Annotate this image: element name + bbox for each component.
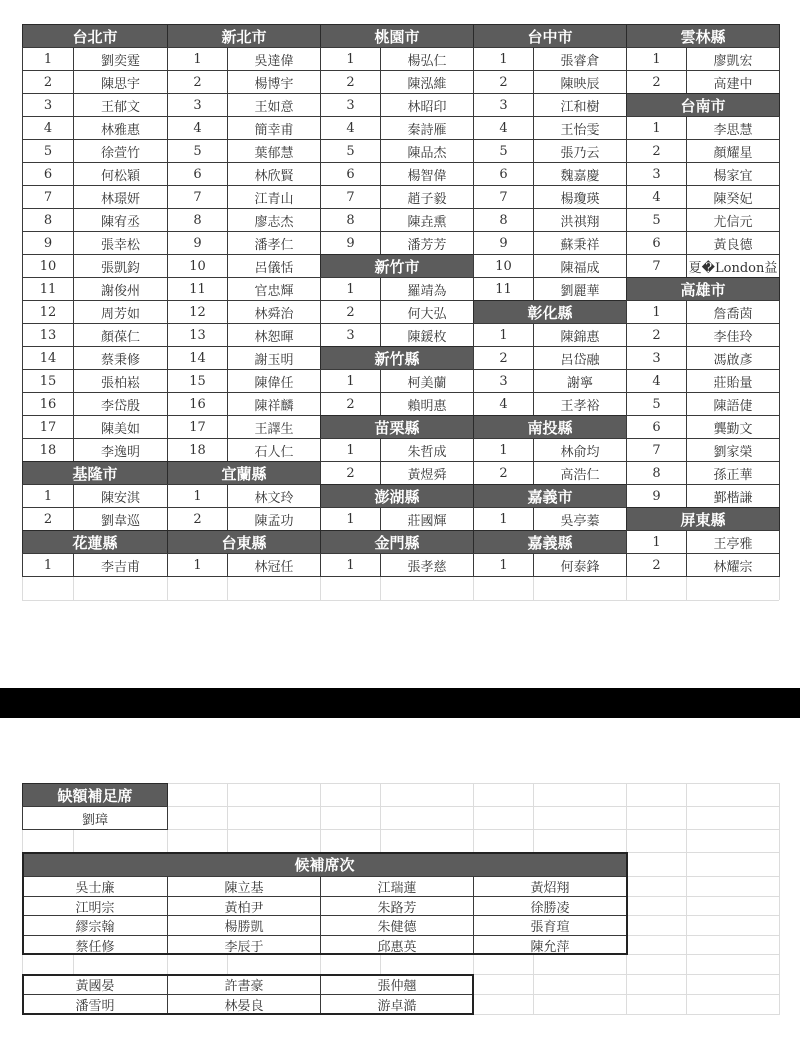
member-name[interactable]: 謝寧: [533, 369, 627, 393]
seat-number[interactable]: 1: [626, 47, 687, 71]
seat-number[interactable]: 3: [626, 162, 687, 186]
member-name[interactable]: 陳映辰: [533, 70, 627, 94]
member-name[interactable]: 龔勤文: [686, 415, 780, 439]
member-name[interactable]: 魏嘉慶: [533, 162, 627, 186]
member-name[interactable]: 林璟妍: [73, 185, 168, 209]
seat-number[interactable]: 1: [320, 507, 381, 531]
member-name[interactable]: 簡幸甫: [227, 116, 321, 140]
seat-number[interactable]: 11: [167, 277, 228, 301]
region-header[interactable]: 桃園市: [320, 24, 474, 48]
member-name[interactable]: 林舜治: [227, 300, 321, 324]
member-name[interactable]: 陳美如: [73, 415, 168, 439]
member-name[interactable]: 林冠任: [227, 553, 321, 577]
seat-number[interactable]: 4: [167, 116, 228, 140]
member-name[interactable]: 黃良德: [686, 231, 780, 255]
seat-number[interactable]: 5: [167, 139, 228, 163]
member-name[interactable]: 陳偉任: [227, 369, 321, 393]
alternate-name[interactable]: 陳允萍: [473, 935, 627, 955]
seat-number[interactable]: 18: [22, 438, 74, 462]
seat-number[interactable]: 10: [167, 254, 228, 278]
member-name[interactable]: 陳垚熏: [380, 208, 474, 232]
seat-number[interactable]: 9: [473, 231, 534, 255]
region-header[interactable]: 屏東縣: [626, 507, 780, 531]
member-name[interactable]: 潘芳芳: [380, 231, 474, 255]
region-header[interactable]: 基隆市: [22, 461, 168, 485]
member-name[interactable]: 秦詩雁: [380, 116, 474, 140]
member-name[interactable]: 尤信元: [686, 208, 780, 232]
alternate-name[interactable]: 許書豪: [167, 974, 321, 995]
seat-number[interactable]: 2: [473, 461, 534, 485]
member-name[interactable]: 陳福成: [533, 254, 627, 278]
seat-number[interactable]: 13: [167, 323, 228, 347]
gridline: [73, 576, 74, 600]
seat-number[interactable]: 2: [167, 507, 228, 531]
seat-number[interactable]: 15: [22, 369, 74, 393]
member-name[interactable]: 楊智偉: [380, 162, 474, 186]
member-name[interactable]: 廖志杰: [227, 208, 321, 232]
seat-number[interactable]: 6: [22, 162, 74, 186]
seat-number[interactable]: 3: [473, 369, 534, 393]
alternate-name[interactable]: 徐勝凌: [473, 896, 627, 916]
alternate-name[interactable]: 陳立基: [167, 876, 321, 897]
member-name[interactable]: 林俞均: [533, 438, 627, 462]
member-name[interactable]: 莊貽量: [686, 369, 780, 393]
member-name[interactable]: 潘孝仁: [227, 231, 321, 255]
member-name[interactable]: 張乃云: [533, 139, 627, 163]
seat-number[interactable]: 1: [626, 530, 687, 554]
seat-number[interactable]: 7: [320, 185, 381, 209]
vacancy-name[interactable]: 劉璋: [22, 806, 168, 830]
gridline: [473, 576, 474, 600]
member-name[interactable]: 張幸松: [73, 231, 168, 255]
alternate-name[interactable]: 楊勝凱: [167, 915, 321, 936]
member-name[interactable]: 鄞楷謙: [686, 484, 780, 508]
seat-number[interactable]: 11: [473, 277, 534, 301]
alternate-name[interactable]: 蔡任修: [22, 935, 168, 955]
member-name[interactable]: 陳孟功: [227, 507, 321, 531]
member-name[interactable]: 張凱鈞: [73, 254, 168, 278]
alternate-name[interactable]: 朱路芳: [320, 896, 474, 916]
member-name[interactable]: 陳宥丞: [73, 208, 168, 232]
member-name[interactable]: 朱哲成: [380, 438, 474, 462]
region-header[interactable]: 台南市: [626, 93, 780, 117]
member-name[interactable]: 羅靖為: [380, 277, 474, 301]
seat-number[interactable]: 3: [626, 346, 687, 370]
member-name[interactable]: 楊瓊瑛: [533, 185, 627, 209]
region-header[interactable]: 新竹縣: [320, 346, 474, 370]
gridline: [22, 576, 23, 600]
seat-number[interactable]: 10: [22, 254, 74, 278]
seat-number[interactable]: 5: [320, 139, 381, 163]
member-name[interactable]: 張孝慈: [380, 553, 474, 577]
seat-number[interactable]: 1: [22, 47, 74, 71]
region-header[interactable]: 台北市: [22, 24, 168, 48]
seat-number[interactable]: 4: [22, 116, 74, 140]
member-name[interactable]: 蘇秉祥: [533, 231, 627, 255]
seat-number[interactable]: 3: [320, 93, 381, 117]
member-name[interactable]: 劉韋巡: [73, 507, 168, 531]
member-name[interactable]: 蔡秉修: [73, 346, 168, 370]
seat-number[interactable]: 2: [22, 70, 74, 94]
member-name[interactable]: 何泰鋒: [533, 553, 627, 577]
member-name[interactable]: 林昭印: [380, 93, 474, 117]
member-name[interactable]: 江和樹: [533, 93, 627, 117]
seat-number[interactable]: 7: [626, 254, 687, 278]
member-name[interactable]: 石人仁: [227, 438, 321, 462]
seat-number[interactable]: 6: [626, 415, 687, 439]
member-name[interactable]: 陳品杰: [380, 139, 474, 163]
seat-number[interactable]: 9: [167, 231, 228, 255]
member-name[interactable]: 李岱殷: [73, 392, 168, 416]
seat-number[interactable]: 1: [473, 323, 534, 347]
seat-number[interactable]: 5: [626, 392, 687, 416]
member-name[interactable]: 王亭雅: [686, 530, 780, 554]
seat-number[interactable]: 1: [473, 47, 534, 71]
alternate-name[interactable]: 繆宗翰: [22, 915, 168, 936]
seat-number[interactable]: 7: [473, 185, 534, 209]
alternate-name[interactable]: 邱惠英: [320, 935, 474, 955]
member-name[interactable]: 呂儀恬: [227, 254, 321, 278]
member-name[interactable]: 林欣賢: [227, 162, 321, 186]
seat-number[interactable]: 1: [320, 369, 381, 393]
member-name[interactable]: 王怡雯: [533, 116, 627, 140]
seat-number[interactable]: 12: [167, 300, 228, 324]
seat-number[interactable]: 1: [167, 484, 228, 508]
member-name[interactable]: 陳泓維: [380, 70, 474, 94]
member-name[interactable]: 林文玲: [227, 484, 321, 508]
seat-number[interactable]: 5: [22, 139, 74, 163]
alternate-name[interactable]: 江明宗: [22, 896, 168, 916]
member-name[interactable]: 夏�London益: [686, 254, 780, 278]
seat-number[interactable]: 16: [22, 392, 74, 416]
region-header[interactable]: 台東縣: [167, 530, 321, 554]
member-name[interactable]: 吳達偉: [227, 47, 321, 71]
alternate-name[interactable]: 朱健德: [320, 915, 474, 936]
alternate-name[interactable]: 林晏良: [167, 994, 321, 1015]
alternate-name[interactable]: 黃炤翔: [473, 876, 627, 897]
alternate-name[interactable]: 張育瑄: [473, 915, 627, 936]
seat-number[interactable]: 3: [167, 93, 228, 117]
seat-number[interactable]: 3: [473, 93, 534, 117]
member-name[interactable]: 謝俊州: [73, 277, 168, 301]
seat-number[interactable]: 7: [22, 185, 74, 209]
member-name[interactable]: 高建中: [686, 70, 780, 94]
region-header[interactable]: 彰化縣: [473, 300, 627, 324]
member-name[interactable]: 莊國輝: [380, 507, 474, 531]
seat-number[interactable]: 14: [167, 346, 228, 370]
member-name[interactable]: 楊博宇: [227, 70, 321, 94]
member-name[interactable]: 高浩仁: [533, 461, 627, 485]
member-name[interactable]: 王譯生: [227, 415, 321, 439]
seat-number[interactable]: 9: [22, 231, 74, 255]
seat-number[interactable]: 1: [473, 507, 534, 531]
region-header[interactable]: 雲林縣: [626, 24, 780, 48]
region-header[interactable]: 新北市: [167, 24, 321, 48]
member-name[interactable]: 顏耀星: [686, 139, 780, 163]
region-header[interactable]: 高雄市: [626, 277, 780, 301]
seat-number[interactable]: 1: [22, 553, 74, 577]
gridline: [779, 576, 780, 600]
seat-number[interactable]: 15: [167, 369, 228, 393]
seat-number[interactable]: 4: [473, 392, 534, 416]
seat-number[interactable]: 5: [473, 139, 534, 163]
member-name[interactable]: 徐萱竹: [73, 139, 168, 163]
seat-number[interactable]: 1: [626, 300, 687, 324]
alternate-name[interactable]: 李辰于: [167, 935, 321, 955]
member-name[interactable]: 李逸明: [73, 438, 168, 462]
member-name[interactable]: 林耀宗: [686, 553, 780, 577]
seat-number[interactable]: 7: [626, 438, 687, 462]
member-name[interactable]: 王如意: [227, 93, 321, 117]
seat-number[interactable]: 8: [626, 461, 687, 485]
member-name[interactable]: 孫正華: [686, 461, 780, 485]
member-name[interactable]: 謝玉明: [227, 346, 321, 370]
alternate-name[interactable]: 潘雪明: [22, 994, 168, 1015]
member-name[interactable]: 陳祥麟: [227, 392, 321, 416]
region-header[interactable]: 花蓮縣: [22, 530, 168, 554]
member-name[interactable]: 陳癸妃: [686, 185, 780, 209]
member-name[interactable]: 陳思宇: [73, 70, 168, 94]
seat-number[interactable]: 12: [22, 300, 74, 324]
seat-number[interactable]: 1: [320, 438, 381, 462]
alternate-name[interactable]: 黃國晏: [22, 974, 168, 995]
member-name[interactable]: 廖凱宏: [686, 47, 780, 71]
seat-number[interactable]: 11: [22, 277, 74, 301]
region-header[interactable]: 南投縣: [473, 415, 627, 439]
alternate-name[interactable]: 吳士廉: [22, 876, 168, 897]
member-name[interactable]: 顏葆仁: [73, 323, 168, 347]
seat-number[interactable]: 8: [320, 208, 381, 232]
region-header[interactable]: 金門縣: [320, 530, 474, 554]
member-name[interactable]: 李吉甫: [73, 553, 168, 577]
seat-number[interactable]: 18: [167, 438, 228, 462]
seat-number[interactable]: 6: [626, 231, 687, 255]
member-name[interactable]: 洪祺翔: [533, 208, 627, 232]
alternate-name[interactable]: 黃柏尹: [167, 896, 321, 916]
seat-number[interactable]: 4: [320, 116, 381, 140]
member-name[interactable]: 呂岱融: [533, 346, 627, 370]
seat-number[interactable]: 2: [320, 70, 381, 94]
gridline: [320, 576, 321, 600]
member-name[interactable]: 王郁文: [73, 93, 168, 117]
gridline: [686, 783, 687, 1015]
member-name[interactable]: 李佳玲: [686, 323, 780, 347]
seat-number[interactable]: 6: [167, 162, 228, 186]
member-name[interactable]: 周芳如: [73, 300, 168, 324]
seat-number[interactable]: 1: [320, 553, 381, 577]
seat-number[interactable]: 2: [626, 139, 687, 163]
seat-number[interactable]: 2: [320, 392, 381, 416]
seat-number[interactable]: 4: [473, 116, 534, 140]
member-name[interactable]: 吳亭蓁: [533, 507, 627, 531]
region-header[interactable]: 苗栗縣: [320, 415, 474, 439]
alternates-header[interactable]: 候補席次: [22, 852, 627, 877]
member-name[interactable]: 劉奕霆: [73, 47, 168, 71]
alternate-name[interactable]: 游卓澔: [320, 994, 474, 1015]
seat-number[interactable]: 6: [473, 162, 534, 186]
member-name[interactable]: 黃煜舜: [380, 461, 474, 485]
seat-number[interactable]: 8: [22, 208, 74, 232]
seat-number[interactable]: 3: [320, 323, 381, 347]
member-name[interactable]: 林雅惠: [73, 116, 168, 140]
member-name[interactable]: 王孝裕: [533, 392, 627, 416]
seat-number[interactable]: 1: [320, 277, 381, 301]
gridline: [626, 576, 627, 600]
member-name[interactable]: 詹喬茵: [686, 300, 780, 324]
member-name[interactable]: 陳鍰枚: [380, 323, 474, 347]
seat-number[interactable]: 1: [22, 484, 74, 508]
seat-number[interactable]: 1: [167, 553, 228, 577]
member-name[interactable]: 趙子毅: [380, 185, 474, 209]
member-name[interactable]: 官忠輝: [227, 277, 321, 301]
member-name[interactable]: 楊家宜: [686, 162, 780, 186]
seat-number[interactable]: 1: [473, 553, 534, 577]
seat-number[interactable]: 2: [473, 346, 534, 370]
region-header[interactable]: 新竹市: [320, 254, 474, 278]
seat-number[interactable]: 1: [626, 116, 687, 140]
gridline: [380, 576, 381, 600]
seat-number[interactable]: 2: [320, 300, 381, 324]
seat-number[interactable]: 13: [22, 323, 74, 347]
seat-number[interactable]: 2: [626, 70, 687, 94]
gridline: [779, 783, 780, 1015]
seat-number[interactable]: 1: [167, 47, 228, 71]
seat-number[interactable]: 6: [320, 162, 381, 186]
seat-number[interactable]: 2: [167, 70, 228, 94]
seat-number[interactable]: 17: [167, 415, 228, 439]
region-header[interactable]: 嘉義縣: [473, 530, 627, 554]
gridline: [22, 600, 779, 601]
member-name[interactable]: 何松穎: [73, 162, 168, 186]
member-name[interactable]: 江青山: [227, 185, 321, 209]
member-name[interactable]: 李思慧: [686, 116, 780, 140]
gridline: [686, 576, 687, 600]
member-name[interactable]: 楊弘仁: [380, 47, 474, 71]
seat-number[interactable]: 8: [473, 208, 534, 232]
divider-bar: [0, 688, 800, 718]
member-name[interactable]: 張柏崧: [73, 369, 168, 393]
member-name[interactable]: 劉家榮: [686, 438, 780, 462]
seat-number[interactable]: 3: [22, 93, 74, 117]
vacancy-header[interactable]: 缺額補足席: [22, 783, 168, 807]
member-name[interactable]: 何大弘: [380, 300, 474, 324]
seat-number[interactable]: 5: [626, 208, 687, 232]
region-header[interactable]: 台中市: [473, 24, 627, 48]
seat-number[interactable]: 17: [22, 415, 74, 439]
seat-number[interactable]: 2: [473, 70, 534, 94]
seat-number[interactable]: 2: [626, 323, 687, 347]
seat-number[interactable]: 1: [320, 47, 381, 71]
seat-number[interactable]: 9: [626, 484, 687, 508]
member-name[interactable]: 張睿倉: [533, 47, 627, 71]
seat-number[interactable]: 2: [320, 461, 381, 485]
seat-number[interactable]: 1: [473, 438, 534, 462]
member-name[interactable]: 陳語倢: [686, 392, 780, 416]
seat-number[interactable]: 16: [167, 392, 228, 416]
seat-number[interactable]: 2: [626, 553, 687, 577]
member-name[interactable]: 林恕暉: [227, 323, 321, 347]
region-header[interactable]: 嘉義市: [473, 484, 627, 508]
member-name[interactable]: 馮啟彥: [686, 346, 780, 370]
seat-number[interactable]: 9: [320, 231, 381, 255]
seat-number[interactable]: 2: [22, 507, 74, 531]
member-name[interactable]: 陳安淇: [73, 484, 168, 508]
seat-number[interactable]: 8: [167, 208, 228, 232]
alternate-name[interactable]: 江瑞蓮: [320, 876, 474, 897]
seat-number[interactable]: 14: [22, 346, 74, 370]
gridline: [167, 576, 168, 600]
seat-number[interactable]: 4: [626, 185, 687, 209]
region-header[interactable]: 宜蘭縣: [167, 461, 321, 485]
seat-number[interactable]: 10: [473, 254, 534, 278]
gridline: [533, 576, 534, 600]
gridline: [227, 576, 228, 600]
member-name[interactable]: 劉麗華: [533, 277, 627, 301]
member-name[interactable]: 陳錦惠: [533, 323, 627, 347]
member-name[interactable]: 賴明惠: [380, 392, 474, 416]
region-header[interactable]: 澎湖縣: [320, 484, 474, 508]
alternate-name[interactable]: 張仲翹: [320, 974, 474, 995]
seat-number[interactable]: 7: [167, 185, 228, 209]
member-name[interactable]: 柯美蘭: [380, 369, 474, 393]
member-name[interactable]: 葉郁慧: [227, 139, 321, 163]
seat-number[interactable]: 4: [626, 369, 687, 393]
